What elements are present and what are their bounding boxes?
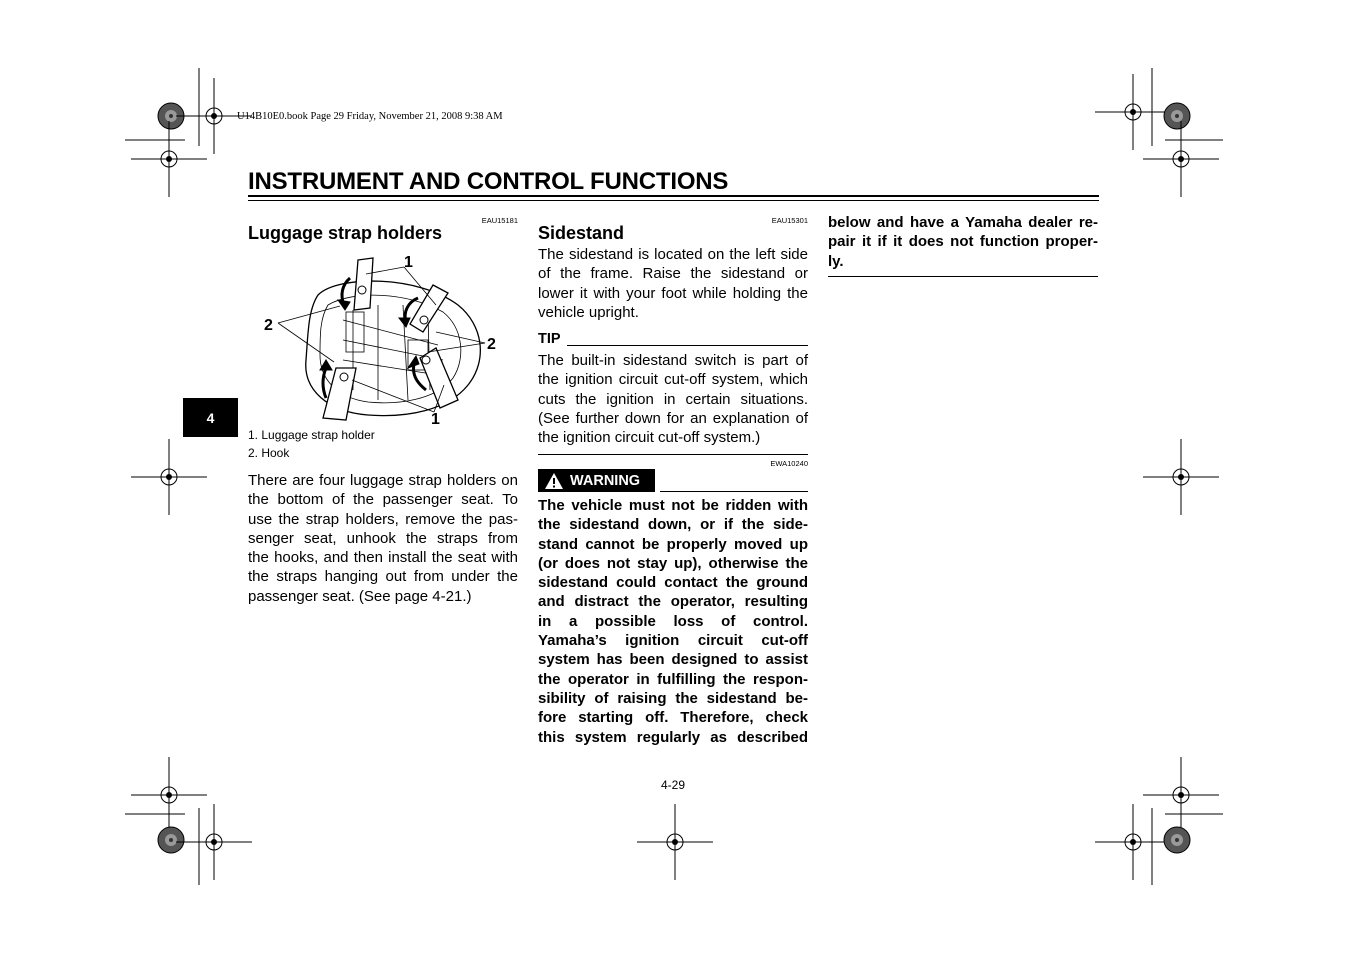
text-line: cuts the ignition in certain situations.: [538, 390, 808, 408]
warning-label: WARNING: [570, 472, 641, 489]
text-line: pair it if it does not function proper-: [828, 233, 1098, 251]
text-line: sibility of raising the sidestand be-: [538, 689, 808, 707]
caption-1: 1. Luggage strap holder: [248, 428, 375, 442]
text-line: Yamaha’s ignition circuit cut-off: [538, 632, 808, 650]
text-line: the ignition circuit cut-off system, which: [538, 371, 808, 389]
section-code: EAU15301: [771, 216, 808, 225]
text-line: the hooks, and then install the seat with: [248, 549, 518, 567]
text-line: (or does not stay up), otherwise the: [538, 554, 808, 572]
title-rule: [248, 195, 1099, 197]
tip-label: TIP: [538, 331, 561, 347]
text-line: the bottom of the passenger seat. To: [248, 491, 518, 509]
callout-1-top: 1: [404, 254, 413, 271]
text-line: The built-in sidestand switch is part of: [538, 352, 808, 369]
tip-end-rule: [538, 454, 808, 455]
title-rule-thin: [248, 200, 1099, 201]
sidestand-paragraph: [538, 245, 808, 322]
text-line: the straps hanging out from under the: [248, 568, 518, 586]
warning-label-box: [538, 469, 655, 492]
warning-triangle-icon: [544, 472, 564, 490]
text-line: system has been designed to assist: [538, 651, 808, 669]
figure-captions: [248, 426, 518, 462]
warning-continued: [828, 213, 1098, 271]
warning-code: EWA10240: [770, 459, 808, 468]
text-line: of the frame. Raise the sidestand or: [538, 265, 808, 283]
text-line: stand cannot be properly moved up: [538, 535, 808, 553]
text-line: ly.: [828, 252, 844, 270]
text-line: this system regularly as described: [538, 728, 808, 746]
text-line: The vehicle must not be ridden with: [538, 497, 808, 514]
warning-rule: [660, 491, 808, 492]
text-line: lower it with your foot while holding the: [538, 284, 808, 302]
text-line: use the strap holders, remove the pas-: [248, 510, 518, 528]
text-line: (See further down for an explanation of: [538, 409, 808, 427]
callout-1-bottom: 1: [431, 411, 440, 428]
text-line: sidestand could contact the ground: [538, 574, 808, 592]
luggage-strap-figure: [258, 250, 508, 428]
callout-2-left: 2: [264, 317, 273, 334]
text-line: the sidestand down, or if the side-: [538, 516, 808, 534]
callout-2-right: 2: [487, 336, 496, 353]
caption-2: 2. Hook: [248, 446, 290, 460]
text-line: the operator in fulfilling the respon-: [538, 670, 808, 688]
text-line: There are four luggage strap holders on: [248, 472, 518, 489]
tip-paragraph: [538, 351, 808, 447]
tip-rule: [567, 345, 808, 346]
text-line: fore starting off. Therefore, check: [538, 709, 808, 727]
warning-end-rule: [828, 276, 1098, 277]
file-info: U14B10E0.book Page 29 Friday, November 21, 2008 9:38 AM: [237, 111, 503, 122]
text-line: the ignition circuit cut-off system.): [538, 429, 761, 447]
text-line: and distract the operator, resulting: [538, 593, 808, 611]
luggage-paragraph: [248, 471, 518, 606]
section-code: EAU15181: [481, 216, 518, 225]
warning-paragraph: [538, 496, 808, 747]
text-line: The sidestand is located on the left side: [538, 246, 808, 263]
chapter-tab: 4: [183, 398, 238, 437]
text-line: senger seat, unhook the straps from: [248, 529, 518, 547]
text-line: in a possible loss of control.: [538, 612, 808, 630]
text-line: below and have a Yamaha dealer re-: [828, 214, 1098, 231]
chapter-title: INSTRUMENT AND CONTROL FUNCTIONS: [248, 168, 729, 195]
text-line: passenger seat. (See page 4-21.): [248, 587, 472, 605]
page-number: 4-29: [660, 778, 686, 792]
text-line: vehicle upright.: [538, 303, 639, 321]
section-title-sidestand: Sidestand: [538, 223, 625, 243]
section-title-luggage: Luggage strap holders: [248, 223, 443, 243]
